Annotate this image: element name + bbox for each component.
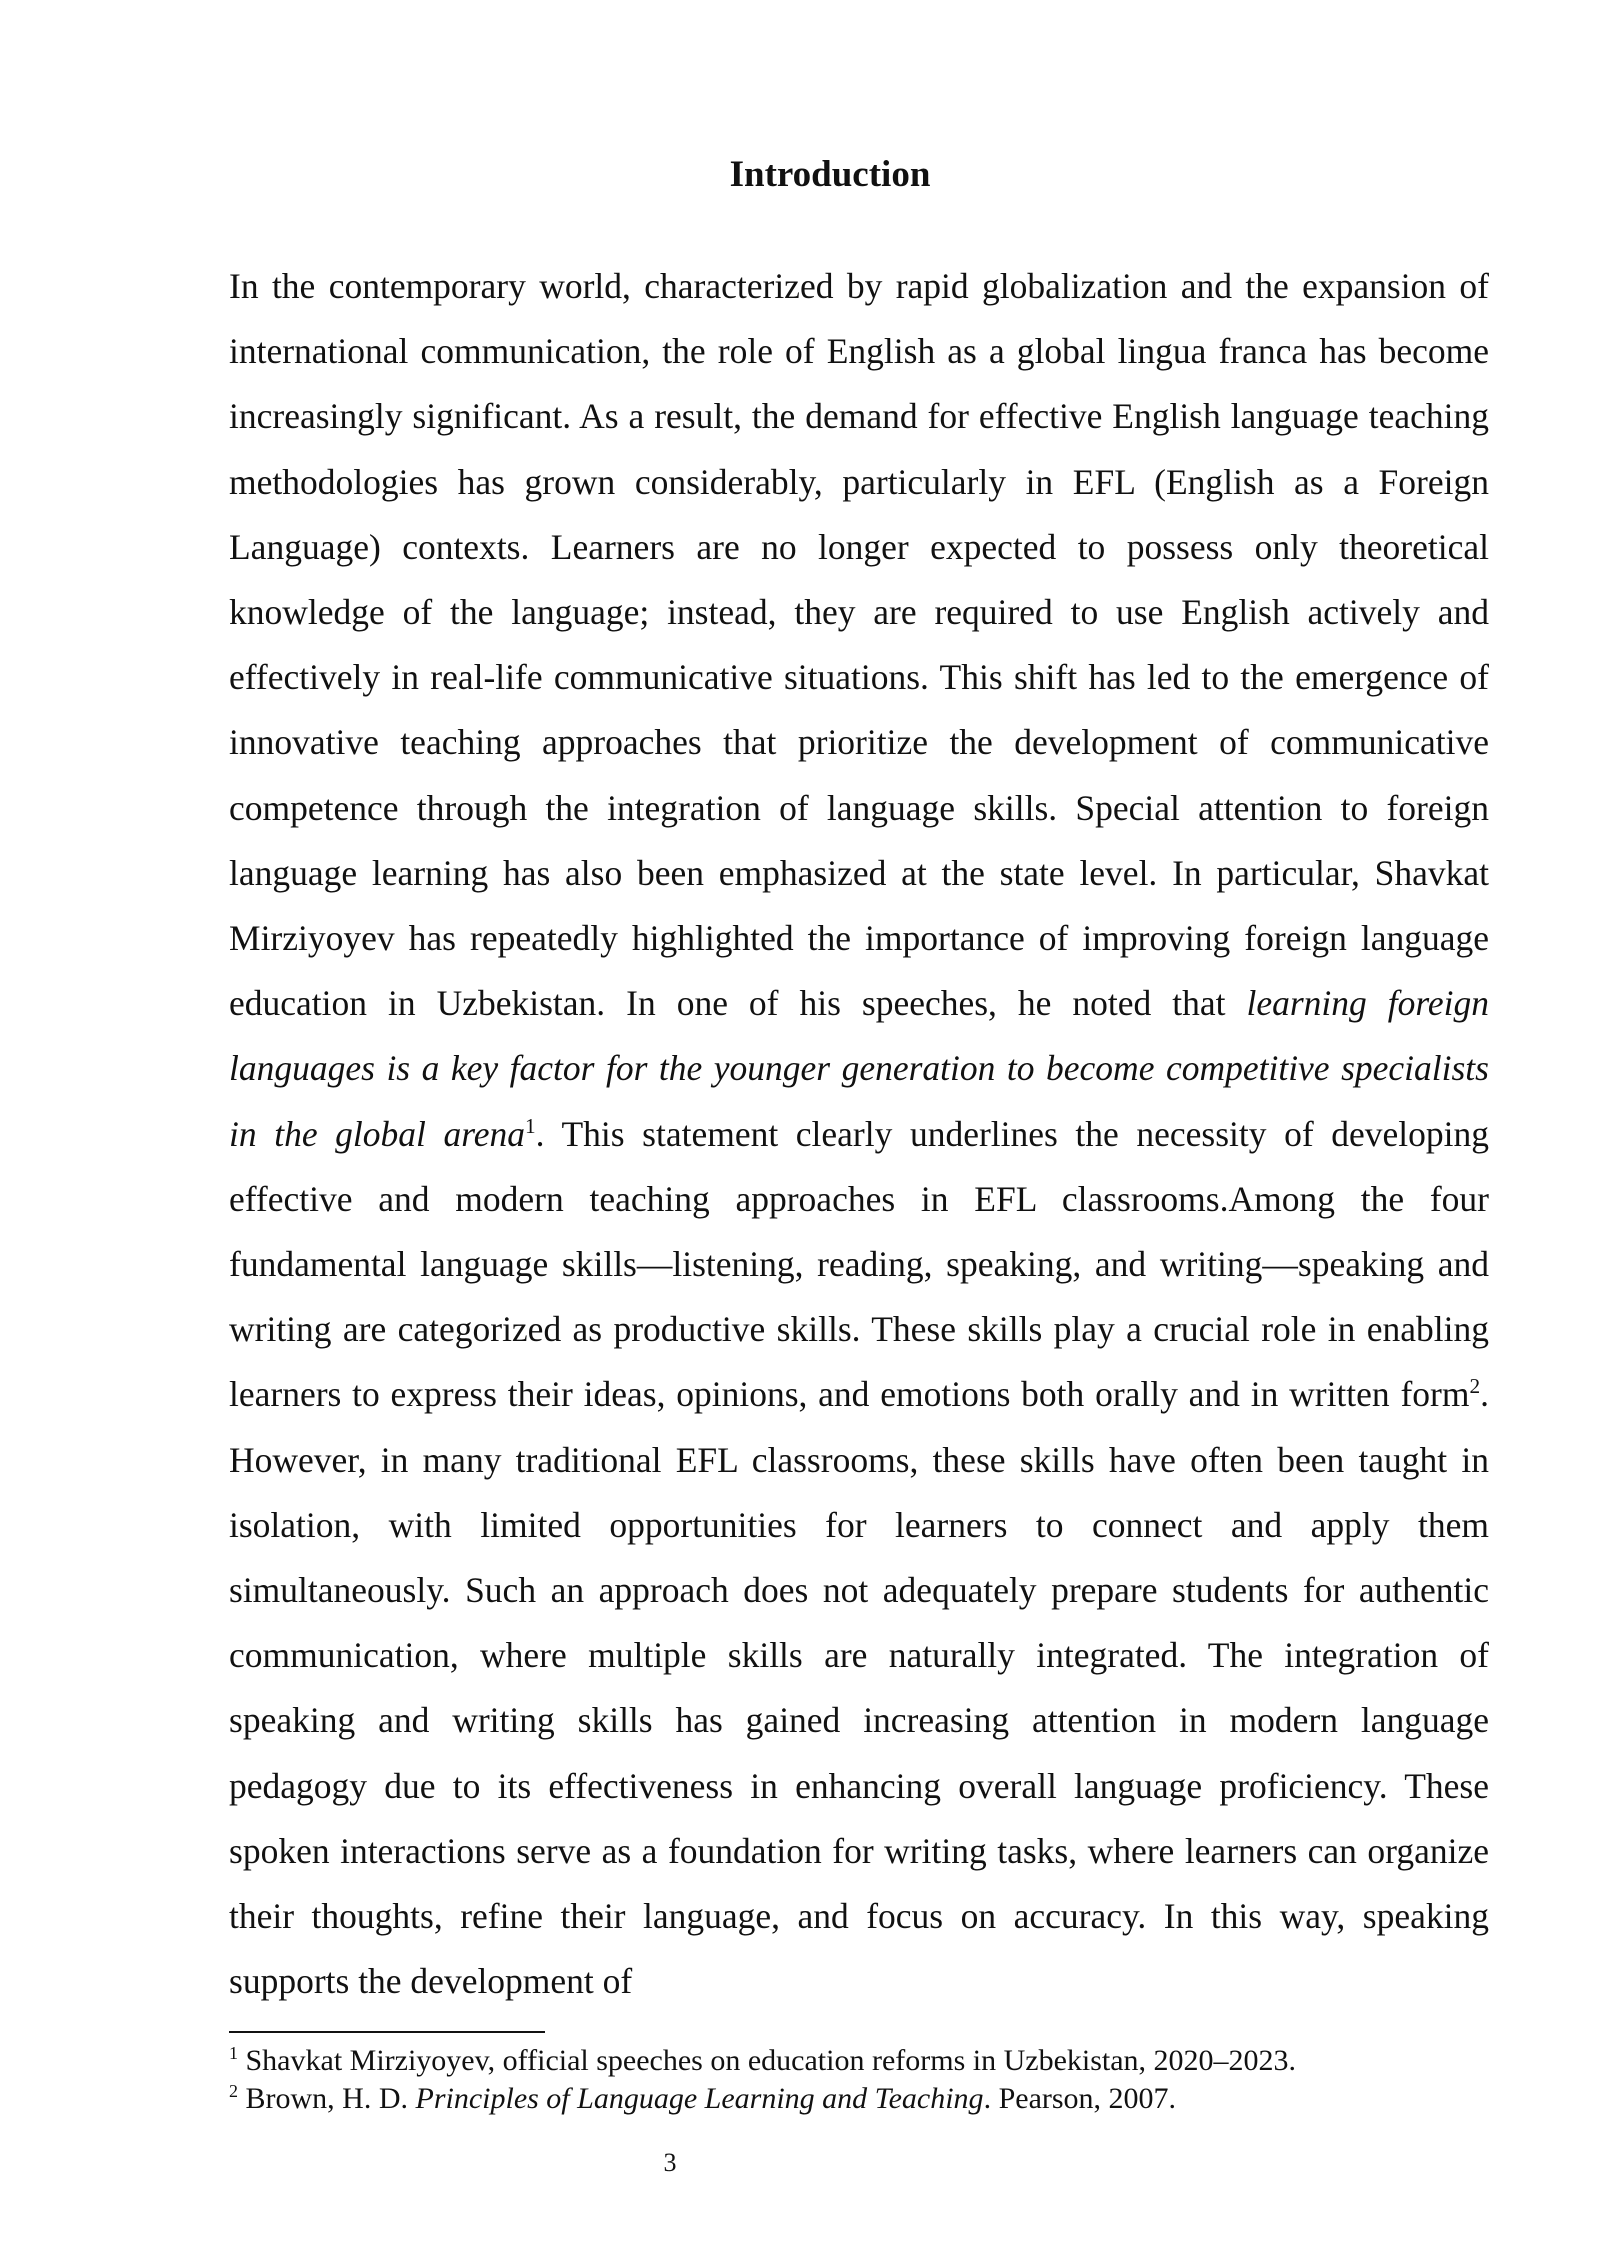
body-text-part-3: . However, in many traditional EFL classrooms, these skills have often been taught in isolation, with limited opportunities for learners to connect and apply them simultaneously. Such an approach does not adequately prepare students for authentic communication, where multiple skills are naturally integrated. The integration of speaking and writing skills has gained increasing attention in modern language pedagogy due to its effectiveness in enhancing overall language proficiency. These spoken interactions serve as a foundation for writing tasks, where learners can organize their thoughts, refine their language, and focus on accuracy. In this way, speaking supports the development of — [229, 1374, 1489, 2002]
body-text-part-2: . This statement clearly underlines the necessity of developing effective and modern teaching approaches in EFL classrooms.Among the four fundamental language skills—listening, reading, speaking, and writing—speaking and writing are categorized as productive skills. These skills play a crucial role in enabling learners to express their ideas, opinions, and emotions both orally and in written form — [229, 1113, 1489, 1415]
footnote-2 — [229, 2080, 1489, 2118]
footnote-1-text: Shavkat Mirziyoyev, official speeches on education reforms in Uzbekistan, 2020–2023. — [238, 2044, 1297, 2077]
quoted-statement: learning foreign languages is a key factor for the younger generation to become competitive specialists in the global arena — [229, 983, 1489, 1154]
body-text — [229, 254, 1489, 2014]
footnote-2-text-before: Brown, H. D. — [238, 2082, 416, 2115]
footnote-2-marker: 2 — [229, 2081, 238, 2101]
footnote-2-book-title: Principles of Language Learning and Teaching — [415, 2082, 984, 2115]
footnote-2-text-after: . Pearson, 2007. — [983, 2082, 1177, 2115]
footnote-ref-2[interactable]: 2 — [1469, 1374, 1481, 1399]
body-paragraph — [229, 254, 1489, 2014]
footnote-1 — [229, 2042, 1489, 2080]
footnote-ref-1[interactable]: 1 — [524, 1113, 536, 1138]
section-title: Introduction — [729, 154, 931, 195]
body-text-part-1: In the contemporary world, characterized by rapid globalization and the expansion of international communication, the role of English as a global lingua franca has become increasingly significant. As a result, the demand for effective English language teaching methodologies has grown considerably, particularly in EFL (English as a Foreign Language) contexts. Learners are no longer expected to possess only theoretical knowledge of the language; instead, they are required to use English actively and effectively in real-life communicative situations. This shift has led to the emergence of innovative teaching approaches that prioritize the development of communicative competence through the integration of language skills. Special attention to foreign language learning has also been emphasized at the state level. In particular, Shavkat Mirziyoyev has repeatedly highlighted the importance of improving foreign language education in Uzbekistan. In one of his speeches, he noted that — [229, 266, 1489, 1024]
footnote-1-marker: 1 — [229, 2043, 238, 2063]
footnote-separator — [229, 2031, 545, 2033]
footnotes — [229, 2042, 1489, 2118]
page-number: 3 — [663, 2148, 677, 2177]
